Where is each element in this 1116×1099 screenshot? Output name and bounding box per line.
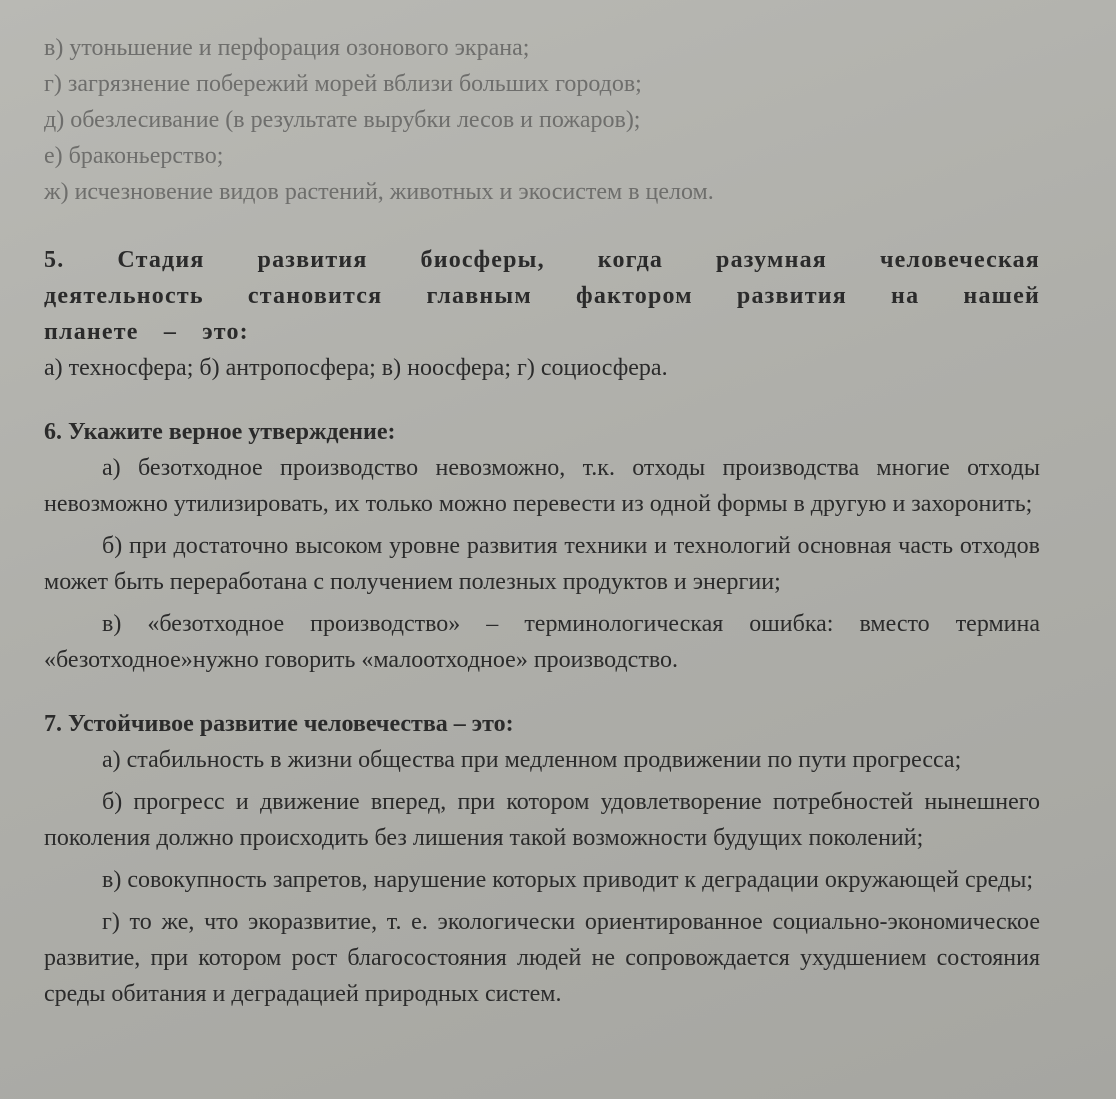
question-6-title: 6. Укажите верное утверждение: xyxy=(44,419,396,445)
question-7-option-c: в) совокупность запретов, нарушение которых приводит к деградации окружающей среды; xyxy=(102,867,1034,893)
question-7-option-b: б) прогресс и движение вперед, при котором удовлетворение потребностей нынешнего поколения должно происходить без лишения такой возможности будущих поколений; xyxy=(44,789,1040,851)
question-6-option-a: а) безотходное производство невозможно, т.к. отходы производства многие отходы невозможно утилизировать, их только можно перевести из одной формы в другую и захоронить; xyxy=(44,455,1040,517)
question-6-option-c: в) «безотходное производство» – терминологическая ошибка: вместо термина «безотходное»нужно говорить «малоотходное» производство. xyxy=(44,611,1040,673)
question-6-option-b: б) при достаточно высоком уровне развития техники и технологий основная часть отходов может быть переработана с получением полезных продуктов и энергии; xyxy=(44,533,1040,595)
question-6 xyxy=(44,414,1040,678)
option-g-coast-pollution: г) загрязнение побережий морей вблизи больших городов; xyxy=(44,71,642,97)
option-e-poaching: е) браконьерство; xyxy=(44,143,224,169)
option-v-ozone: в) утоньшение и перфорация озонового экрана; xyxy=(44,35,530,61)
question-7-option-a: а) стабильность в жизни общества при медленном продвижении по пути прогресса; xyxy=(102,747,962,773)
question-5-title: 5. Стадия развития биосферы, когда разумная человеческая деятельность становится главным фактором развития на нашей планете – это: xyxy=(44,247,1040,345)
question-7-title: 7. Устойчивое развитие человечества – это: xyxy=(44,711,514,737)
option-d-deforestation: д) обезлесивание (в результате вырубки лесов и пожаров); xyxy=(44,107,641,133)
previous-question-options xyxy=(44,30,1040,210)
question-7 xyxy=(44,706,1040,1012)
question-5-options: а) техносфера; б) антропосфера; в) ноосфера; г) социосфера. xyxy=(44,355,668,381)
question-7-option-d: г) то же, что экоразвитие, т. е. экологически ориентированное социально-экономическое развитие, при котором рост благосостояния людей не сопровождается ухудшением состояния среды обитания и деградацией природных систем. xyxy=(44,909,1040,1007)
option-zh-extinction: ж) исчезновение видов растений, животных и экосистем в целом. xyxy=(44,179,714,205)
question-5 xyxy=(44,242,1040,386)
